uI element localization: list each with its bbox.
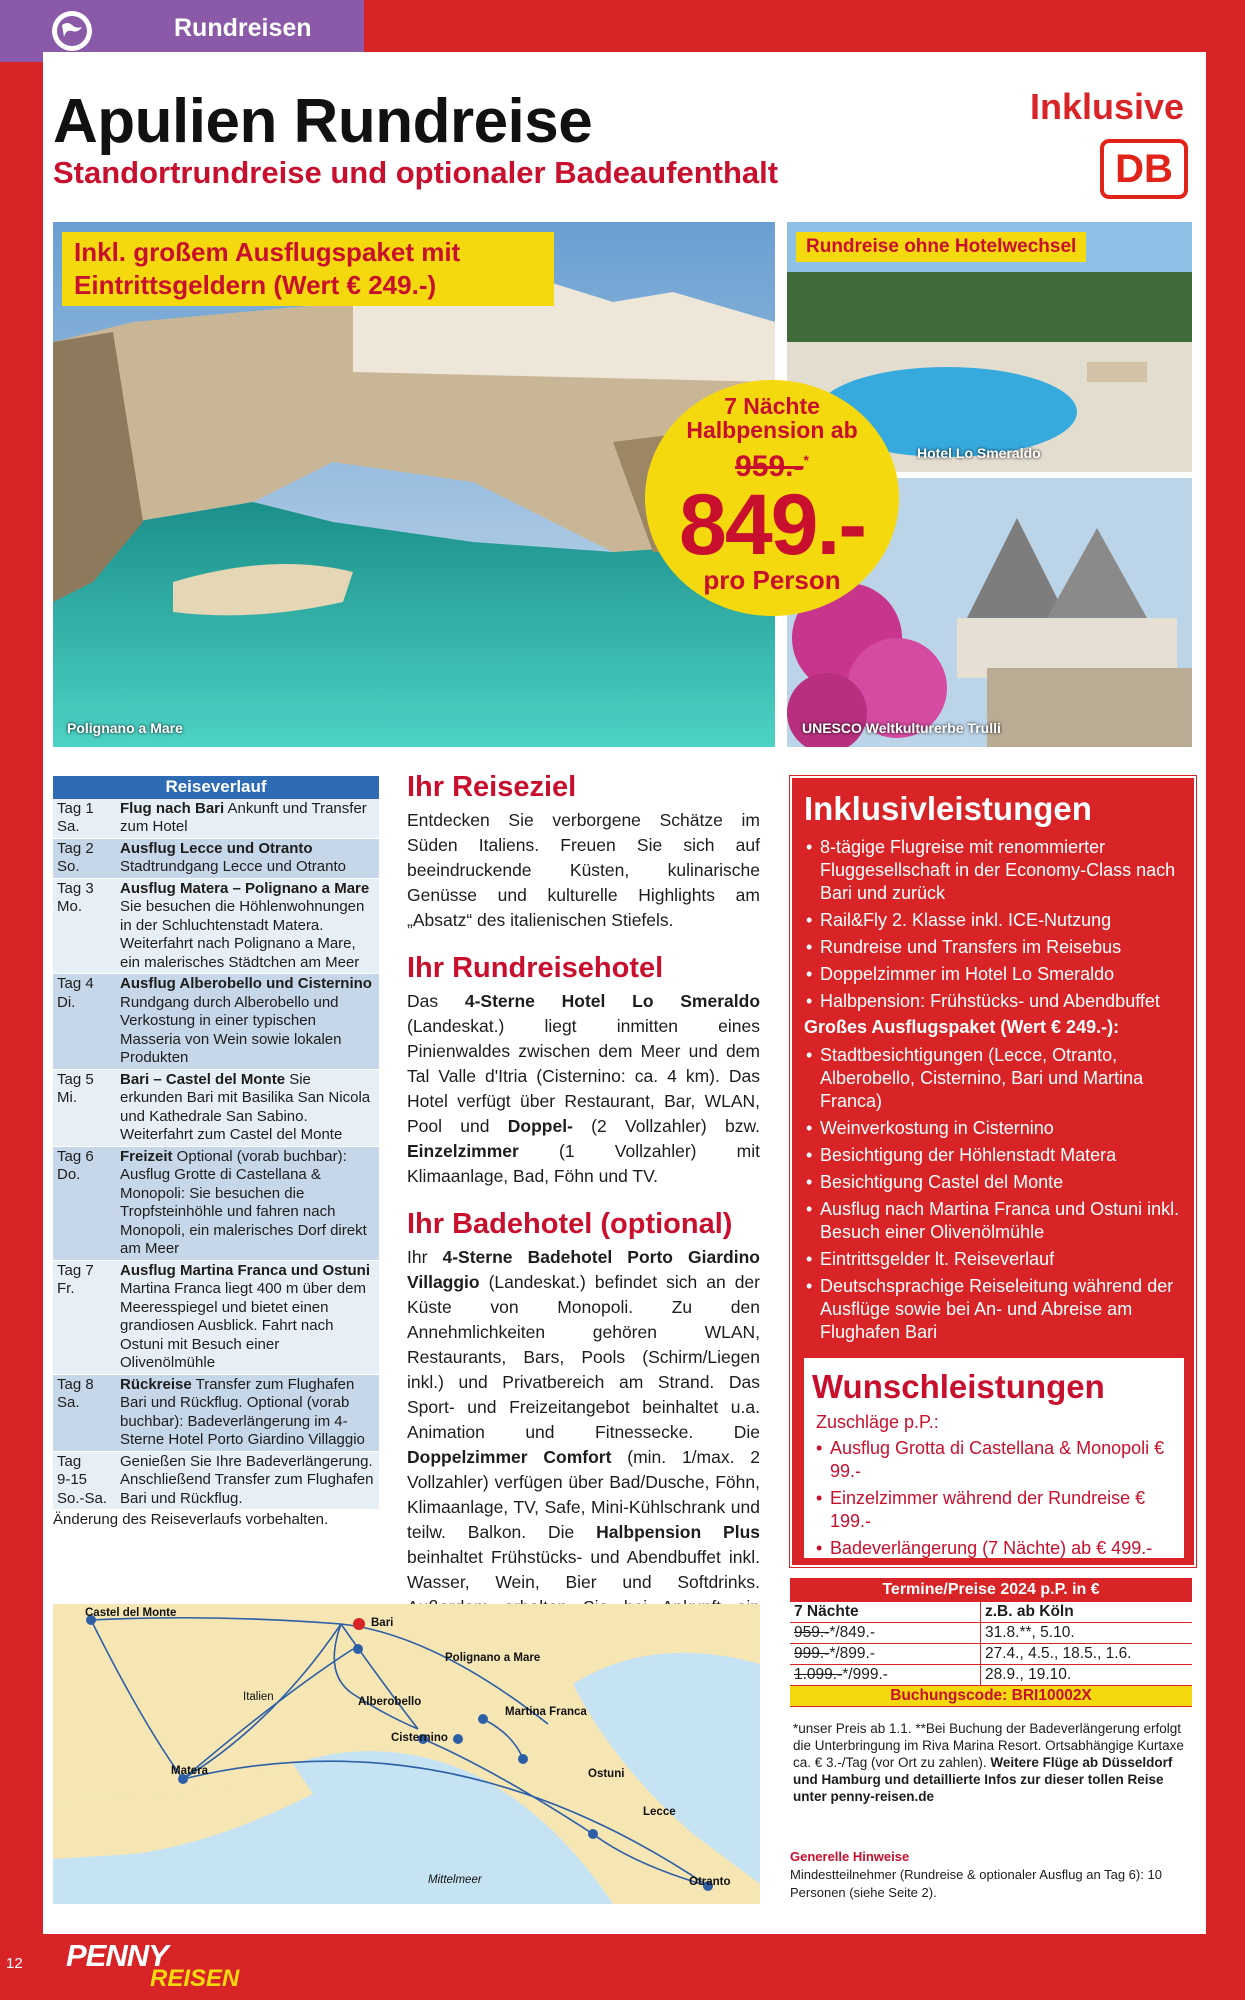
general-notes [790,1848,1190,1902]
itinerary-day: Tag 4 Di. [53,974,116,1070]
price-dates: 31.8.**, 5.10. [981,1623,1193,1644]
list-item: • Halbpension: Frühstücks- und Abendbuffet [806,990,1194,1013]
text-run: (1 Vollzahler) mit Klimaanlage, Bad, Föhn und TV. [407,1141,760,1186]
paket-heading: Großes Ausflugspaket (Wert € 249.-): [804,1017,1120,1037]
itinerary-header: Reiseverlauf [53,776,379,799]
wunsch-heading: Wunschleistungen [812,1368,1105,1405]
itinerary-day: Tag 2 So. [53,838,116,878]
pin-cisternino [453,1734,463,1744]
table-row [53,878,379,974]
itinerary [53,776,379,1528]
main-photo-label [62,232,554,306]
map-label: Polignano a Mare [445,1652,541,1664]
price-dates: 27.4., 4.5., 18.5., 1.6. [981,1644,1193,1665]
col-from: z.B. ab Köln [981,1602,1193,1623]
list-item: • Weinverkostung in Cisternino [806,1117,1194,1140]
reiseziel-heading: Ihr Reiseziel [407,771,577,803]
table-row [53,1069,379,1146]
table-row [790,1644,1192,1665]
table-row [53,838,379,878]
price-nights: 7 Nächte [724,393,820,419]
itinerary-text [116,974,379,1070]
map-label: Castel del Monte [85,1607,177,1619]
text-column [407,770,760,1663]
text-run: (min. 1/max. 2 Vollzahler) verfügen über Bad/Dusche, Föhn, Klimaanlage, TV, Safe, Mini-Kühlschrank und teilw. Balkon. Die [407,1447,760,1542]
price-new: */899.- [829,1645,876,1662]
itinerary-day: Tag 5 Mi. [53,1069,116,1146]
list-item: • Badeverlängerung (7 Nächte) ab € 499.- [816,1537,1184,1560]
price-old: 959.- [794,1624,830,1641]
table-row [53,1451,379,1510]
pin-martina [478,1714,488,1724]
price-table-header: Termine/Preise 2024 p.P. in € [790,1578,1192,1602]
list-item: • Deutschsprachige Reiseleitung während der Ausflüge sowie bei An- und Abreise am Flughafen Bari [806,1275,1194,1344]
itinerary-table [53,776,379,1510]
pin-ostuni [518,1754,528,1764]
itinerary-title: Ausflug Matera – Polignano a Mare [120,879,370,897]
itinerary-day: Tag 1 Sa. [53,799,116,839]
itinerary-desc: Rundgang durch Alberobello und Verkostung in einer typischen Masseria von Wein sowie lokalen Produkten [120,993,342,1066]
text-bold: Einzelzimmer [407,1141,519,1161]
page-subtitle: Standortrundreise und optionaler Badeaufenthalt [53,155,779,190]
itinerary-title: Ausflug Alberobello und Cisternino [120,975,372,992]
list-item: • Einzelzimmer während der Rundreise € 199.- [816,1487,1184,1533]
map-label: Cisternino [391,1732,448,1744]
land-area [53,1604,760,1904]
price-new: */849.- [829,1624,876,1641]
wunsch-list [804,1437,1184,1560]
footnote-text: *unser Preis ab 1.1. **Bei Buchung der Badeverlängerung erfolgt die Unterbringung im Riva Marina Resort. Ortsabhängige Kurtaxe ca. € 3.-/Tag (vor Ort zu zahlen). [793,1721,1184,1770]
map-label: Bari [371,1617,394,1629]
itinerary-day: Tag 3 Mo. [53,878,116,974]
table-row [790,1665,1192,1686]
itinerary-text [116,878,379,974]
rundreisehotel-text [407,989,760,1189]
price-new: */999.- [842,1666,888,1683]
map-label: Italien [243,1691,274,1703]
table-row [53,974,379,1070]
list-item: • 8-tägige Flugreise mit renommierter Fluggesellschaft in der Economy-Class nach Bari und zurück [806,836,1194,905]
itinerary-day: Tag 8 Sa. [53,1374,116,1451]
pin-lecce [588,1829,598,1839]
price-old: 1.099.- [794,1666,843,1683]
itinerary-title: Bari – Castel del Monte [120,1070,286,1088]
price-old-value: 959.- [735,450,804,483]
list-item: • Stadtbesichtigungen (Lecce, Otranto, Alberobello, Cisternino, Bari und Martina Franca) [806,1044,1194,1113]
itinerary-title: Ausflug Martina Franca und Ostuni [120,1261,371,1279]
itinerary-desc: Ankunft und Transfer zum Hotel [120,799,367,835]
price-table [790,1578,1192,1707]
itinerary-day: Tag 9-15 So.-Sa. [53,1451,116,1510]
hotel-photo-caption: Hotel Lo Smeraldo [917,445,1041,461]
booking-code: Buchungscode: BRI10002X [790,1686,1192,1707]
text-run: Ihr [407,1247,443,1267]
hotel-name: 4-Sterne Badehotel Porto Giardino Villaggio [407,1247,760,1292]
inklusiv-heading: Inklusivleistungen [804,790,1092,827]
price-cell [790,1665,981,1686]
penny-reisen-logo: REISEN [150,1965,240,1992]
main-label-line2: Eintrittsgeldern (Wert € 249.-) [74,270,437,300]
price-board: Halbpension ab [686,417,858,443]
rundreisehotel-heading: Ihr Rundreisehotel [407,952,664,984]
section-tab-label: Rundreisen [174,14,312,42]
page-number: 12 [6,1955,23,1972]
table-row [53,799,379,839]
penny-logo: PENNY [66,1938,168,1973]
col-nights: 7 Nächte [790,1602,981,1623]
price-table-colheaders [790,1602,1192,1623]
route-map [53,1604,760,1904]
table-row [790,1623,1192,1644]
airport-bari-icon [353,1618,365,1630]
itinerary-day: Tag 7 Fr. [53,1260,116,1374]
map-label: Ostuni [588,1768,625,1780]
paket-list [792,1044,1194,1344]
price-old-mark: * [803,452,809,468]
price-dates: 28.9., 19.10. [981,1665,1193,1686]
price-cell [790,1644,981,1665]
itinerary-text [116,1374,379,1451]
list-item: • Besichtigung der Höhlenstadt Matera [806,1144,1194,1167]
map-label: Otranto [689,1876,731,1888]
hotel-photo-label: Rundreise ohne Hotelwechsel [796,232,1086,262]
itinerary-note: Änderung des Reiseverlaufs vorbehalten. [53,1511,329,1528]
inklusiv-box [790,776,1196,1567]
price-current: 849.- [678,477,866,573]
text-run: (Landeskat.) liegt inmitten eines Pinienwaldes zwischen dem Meer und dem Tal Valle d'Itria (Cisternino: ca. 4 km). Das Hotel verfügt über Restaurant, Bar, WLAN, Pool und [407,1016,760,1136]
itinerary-desc: Optional (vorab buchbar): Ausflug Grotte di Castellana & Monopoli: Sie besuchen die Tropfsteinhöhle und fahren nach Monopoli, ein malerisches Dorf direkt am Meer [120,1147,367,1257]
map-label: Alberobello [358,1696,422,1708]
main-label-line1: Inkl. großem Ausflugspaket mit [74,237,461,267]
text-run: Das [407,991,465,1011]
db-logo: DB [1100,139,1188,199]
itinerary-day: Tag 6 Do. [53,1146,116,1260]
table-row [53,1260,379,1374]
text-run: (Landeskat.) befindet sich an der Küste von Monopoli. Zu den Annehmlichkeiten gehören WLAN, Restaurants, Bars, Pools (Schirm/Liegen inkl.) und Privatbereich am Strand. Das Sport- und Freizeitangebot beinhaltet u.a. Animation und Fitnessecke. Die [407,1272,760,1442]
general-notes-text: Mindestteilnehmer (Rundreise & optionaler Ausflug an Tag 6): 10 Personen (siehe Seite 2). [790,1867,1162,1900]
page-title: Apulien Rundreise [53,87,593,156]
itinerary-desc: Sie erkunden Bari mit Basilika San Nicola und Kathedrale San Sabino. Weiterfahrt zum Castel del Monte [120,1070,371,1143]
itinerary-desc: Genießen Sie Ihre Badeverlängerung. Anschließend Transfer zum Flughafen Bari und Rückflug. [120,1452,374,1507]
itinerary-title: Flug nach Bari [120,799,225,817]
table-row [53,1374,379,1451]
list-item: • Ausflug nach Martina Franca und Ostuni inkl. Besuch einer Olivenölmühle [806,1198,1194,1244]
itinerary-desc: Stadtrundgang Lecce und Otranto [120,858,346,875]
price-cell [790,1623,981,1644]
itinerary-desc: Sie besuchen die Höhlenwohnungen in der Schluchtenstadt Matera. Weiterfahrt nach Polignano a Mare, ein malerisches Städtchen am Meer [120,898,365,971]
booking-code-row [790,1686,1192,1707]
price-bubble [645,380,899,616]
inklusive-label: Inklusive [1030,86,1185,127]
text-run: (2 Vollzahler) bzw. [572,1116,760,1136]
footnote-bold: Weitere Flüge ab Düsseldorf und Hamburg und detaillierte Infos zur dieser tollen Reise unter penny-reisen.de [793,1755,1173,1804]
itinerary-desc: Transfer zum Flughafen Bari und Rückflug. Optional (vorab buchbar): Badeverlängerung im 4-Sterne Hotel Porto Giardino Villaggio [120,1375,365,1448]
reiseziel-text: Entdecken Sie verborgene Schätze im Süden Italiens. Freuen Sie sich auf beeindruckende Küsten, kulinarische Genüsse und kulturelle Highlights am „Absatz“ des italienischen Stiefels. [407,810,760,930]
map-label: Lecce [643,1806,676,1818]
itinerary-text [116,1069,379,1146]
map-label: Martina Franca [505,1706,587,1718]
text-bold: Doppelzimmer Comfort [407,1447,612,1467]
inklusiv-list [792,836,1194,1013]
text-bold: Halbpension Plus [596,1522,760,1542]
trulli-photo-caption: UNESCO Weltkulturerbe Trulli [802,720,1001,736]
itinerary-text [116,799,379,839]
footnote [793,1720,1189,1805]
itinerary-text [116,1260,379,1374]
route-map-svg [53,1604,760,1904]
main-photo-caption: Polignano a Mare [67,720,183,736]
general-notes-heading: Generelle Hinweise [790,1849,910,1864]
text-bold: Doppel- [507,1116,573,1136]
list-item: • Rail&Fly 2. Klasse inkl. ICE-Nutzung [806,909,1194,932]
itinerary-text [116,1146,379,1260]
itinerary-text [116,838,379,878]
itinerary-title: Ausflug Lecce und Otranto [120,839,313,857]
text-run: beinhaltet Frühstücks- und Abendbuffet inkl. Wasser, Wein, Bier und Softdrinks. [407,1547,760,1592]
list-item: • Besichtigung Castel del Monte [806,1171,1194,1194]
wunsch-box [804,1358,1184,1558]
wunsch-zuschlaege: Zuschläge p.P.: [816,1412,939,1432]
globe-icon [52,11,92,51]
itinerary-desc: Martina Franca liegt 400 m über dem Meeresspiegel und bietet einen grandiosen Ausblick. Fahrt nach Ostuni mit Besuch einer Olivenölmühle [120,1280,366,1371]
itinerary-text [116,1451,379,1510]
price-old: 999.- [794,1645,830,1662]
price-per-person: pro Person [703,565,841,595]
badehotel-heading: Ihr Badehotel (optional) [407,1208,733,1240]
pin-polignano [353,1644,363,1654]
itinerary-title: Freizeit [120,1147,173,1165]
badehotel-text [407,1245,760,1645]
hotel-name: 4-Sterne Hotel Lo Smeraldo [464,991,761,1011]
map-label: Matera [171,1765,209,1777]
list-item: • Doppelzimmer im Hotel Lo Smeraldo [806,963,1194,986]
table-row [53,1146,379,1260]
list-item: • Rundreise und Transfers im Reisebus [806,936,1194,959]
list-item: • Eintrittsgelder lt. Reiseverlauf [806,1248,1194,1271]
map-label: Mittelmeer [428,1874,482,1886]
list-item: • Ausflug Grotta di Castellana & Monopoli € 99.- [816,1437,1184,1483]
itinerary-title: Rückreise [120,1375,192,1393]
